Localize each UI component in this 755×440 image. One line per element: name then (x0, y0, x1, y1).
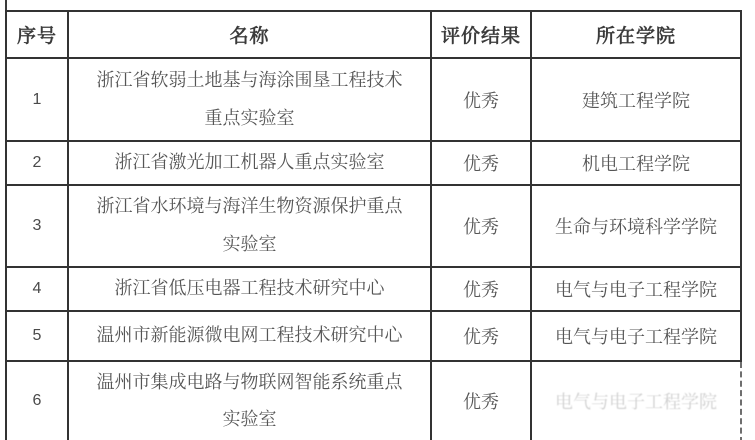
header-college: 所在学院 (531, 11, 741, 58)
table-row (6, 185, 741, 267)
cell-college-text: 生命与环境科学学院 (555, 216, 717, 237)
table-header (6, 11, 741, 58)
cell-college (531, 141, 741, 185)
cell-lab-name: 浙江省水环境与海洋生物资源保护重点实验室 (68, 185, 431, 267)
table-row (6, 141, 741, 185)
cell-serial-number: 3 (6, 185, 68, 267)
header-serial-number: 序号 (6, 11, 68, 58)
table-row (6, 361, 741, 440)
cell-serial-number: 6 (6, 361, 68, 440)
cell-college (531, 267, 741, 311)
table-body (6, 58, 741, 440)
cell-lab-name: 浙江省低压电器工程技术研究中心 (68, 267, 431, 311)
cell-college (531, 185, 741, 267)
cell-college (531, 58, 741, 141)
header-row (6, 11, 741, 58)
cell-college-text: 电气与电子工程学院 (555, 326, 717, 347)
cell-serial-number: 1 (6, 58, 68, 141)
header-name: 名称 (68, 11, 431, 58)
cell-evaluation-result: 优秀 (431, 141, 531, 185)
header-evaluation-result: 评价结果 (431, 11, 531, 58)
cell-college-text: 建筑工程学院 (582, 90, 690, 111)
cell-lab-name: 浙江省激光加工机器人重点实验室 (68, 141, 431, 185)
cell-lab-name: 浙江省软弱土地基与海涂围垦工程技术重点实验室 (68, 58, 431, 141)
cell-college-text: 电气与电子工程学院 (555, 392, 717, 413)
cell-evaluation-result: 优秀 (431, 361, 531, 440)
cell-lab-name: 温州市新能源微电网工程技术研究中心 (68, 311, 431, 361)
evaluation-results-table (5, 10, 742, 440)
table-row (6, 58, 741, 141)
cell-college-text: 电气与电子工程学院 (555, 279, 717, 300)
cell-evaluation-result: 优秀 (431, 267, 531, 311)
cell-college (531, 311, 741, 361)
table-row (6, 267, 741, 311)
cell-serial-number: 4 (6, 267, 68, 311)
cell-college (531, 361, 741, 440)
cell-evaluation-result: 优秀 (431, 58, 531, 141)
cell-serial-number: 2 (6, 141, 68, 185)
cell-evaluation-result: 优秀 (431, 311, 531, 361)
cell-serial-number: 5 (6, 311, 68, 361)
table-row (6, 311, 741, 361)
cell-lab-name: 温州市集成电路与物联网智能系统重点实验室 (68, 361, 431, 440)
cell-evaluation-result: 优秀 (431, 185, 531, 267)
cell-college-text: 机电工程学院 (582, 153, 690, 174)
